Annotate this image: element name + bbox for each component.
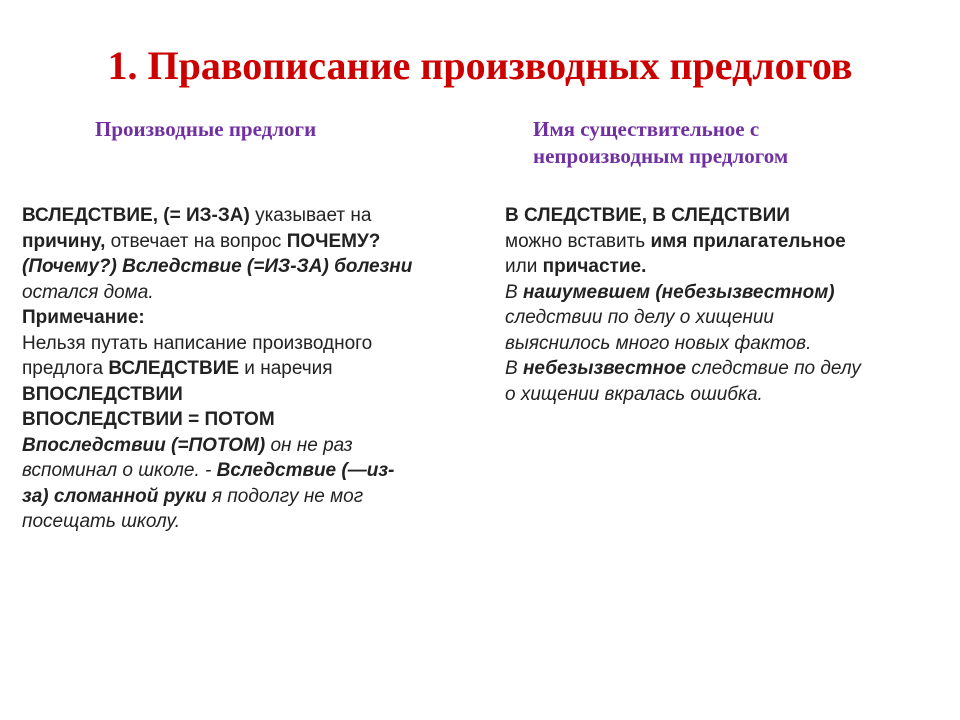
- text-line: [505, 356, 955, 382]
- left-column-heading: Производные предлоги: [95, 117, 317, 141]
- text-run: вспоминал о школе. -: [22, 460, 217, 481]
- text-run: указывает на: [249, 205, 372, 226]
- text-run: остался дома.: [22, 281, 154, 303]
- text-run: ВСЛЕДСТВИЕ, (= ИЗ-ЗА): [22, 205, 250, 226]
- text-run: нашумевшем (небезызвестном): [522, 281, 835, 303]
- text-run: я подолгу не мог: [206, 485, 364, 507]
- right-heading-line-1: Имя существительное с: [533, 117, 760, 141]
- text-run: посещать школу.: [22, 511, 181, 532]
- text-line: [505, 305, 955, 331]
- text-line: [505, 254, 955, 280]
- text-run: (Почему?) Вследствие (=ИЗ-ЗА) болезни: [22, 256, 413, 277]
- text-line: [22, 356, 497, 382]
- text-run: выяснилось много новых фактов.: [505, 332, 812, 354]
- text-run: причину,: [22, 230, 106, 252]
- text-run: следствии по делу о хищении: [505, 307, 774, 328]
- right-heading-line-2: непроизводным предлогом: [533, 144, 789, 168]
- text-line: [22, 280, 497, 306]
- text-run: предлога: [22, 358, 109, 379]
- text-line: [22, 382, 497, 408]
- text-line: [22, 254, 497, 280]
- left-column-body: [22, 203, 497, 535]
- text-line: [22, 407, 497, 433]
- text-run: ВСЛЕДСТВИЕ: [108, 358, 240, 379]
- text-run: отвечает на вопрос: [105, 230, 287, 252]
- text-run: он не раз: [265, 434, 353, 456]
- text-line: [22, 203, 497, 229]
- text-line: [505, 203, 955, 229]
- text-run: ПОЧЕМУ?: [286, 230, 381, 252]
- text-line: [505, 280, 955, 306]
- text-line: [22, 458, 497, 484]
- text-run: Нельзя путать написание производного: [22, 332, 373, 354]
- text-run: ВПОСЛЕДСТВИИ: [22, 383, 183, 405]
- text-run: причастие.: [542, 256, 647, 277]
- text-run: ВПОСЛЕДСТВИИ = ПОТОМ: [22, 409, 275, 430]
- text-line: [22, 433, 497, 459]
- text-run: имя прилагательное: [650, 230, 846, 252]
- text-line: [22, 509, 497, 535]
- text-run: можно вставить: [505, 230, 651, 252]
- text-run: В: [505, 281, 523, 303]
- text-line: [505, 331, 955, 357]
- slide-title: 1. Правописание производных предлогов: [107, 43, 853, 88]
- text-run: или: [505, 256, 543, 277]
- text-line: [22, 305, 497, 331]
- text-line: [505, 229, 955, 255]
- text-run: Вследствие (—из-: [216, 460, 395, 481]
- text-line: [505, 382, 955, 408]
- text-line: [22, 484, 497, 510]
- text-run: Примечание:: [22, 307, 145, 328]
- text-run: В СЛЕДСТВИЕ, В СЛЕДСТВИИ: [505, 205, 790, 226]
- text-run: следствие по делу: [686, 358, 861, 379]
- text-run: В: [505, 358, 523, 379]
- right-column-heading: [533, 116, 893, 170]
- text-run: и наречия: [239, 358, 333, 379]
- text-run: небезызвестное: [522, 358, 687, 379]
- text-run: Впоследствии (=ПОТОМ): [22, 434, 266, 456]
- text-line: [22, 229, 497, 255]
- text-line: [22, 331, 497, 357]
- right-column-body: [505, 203, 955, 407]
- text-run: о хищении вкралась ошибка.: [505, 383, 763, 405]
- text-run: за) сломанной руки: [22, 485, 207, 507]
